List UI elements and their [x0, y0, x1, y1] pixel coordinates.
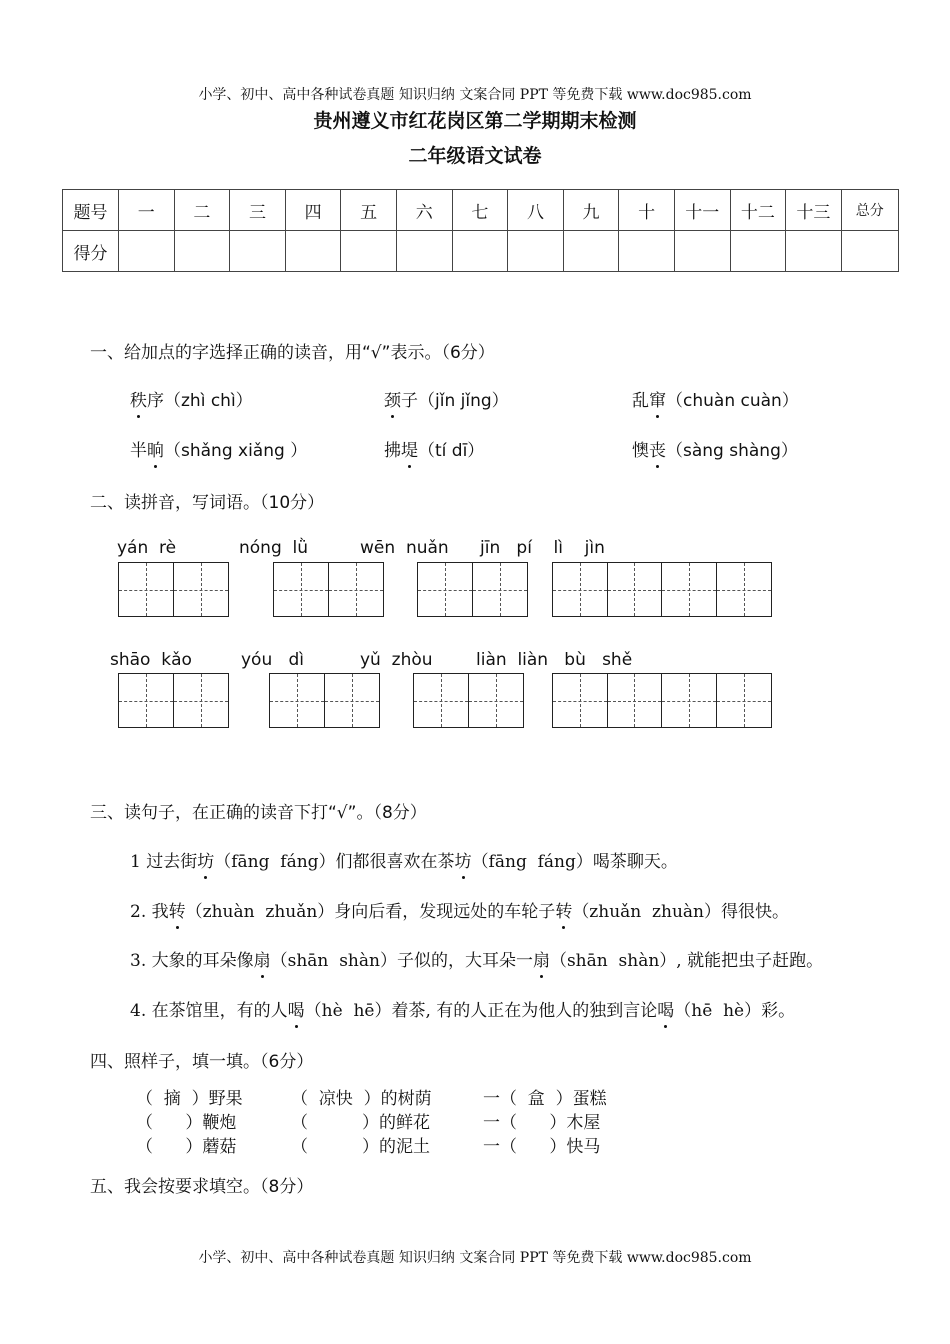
- writing-grid: [552, 562, 772, 617]
- score-header-cell: 十三: [786, 190, 842, 231]
- writing-grid: [273, 562, 384, 617]
- writing-grid: [269, 673, 380, 728]
- fill-blank-item: （ ）蘑菇: [136, 1137, 237, 1157]
- score-input-cell[interactable]: [119, 231, 175, 272]
- item-text: （tí dī）: [418, 441, 485, 461]
- fill-blank-item: （ ）鞭炮: [136, 1113, 237, 1133]
- sentence: [130, 847, 678, 872]
- sentence-text: （zhuàn zhuǎn）身向后看，发现远处的车轮子: [185, 902, 556, 922]
- fill-blank-item: 一（ ）快马: [483, 1137, 601, 1157]
- dotted-character: 坊: [197, 847, 214, 872]
- dotted-character: 扇: [533, 946, 550, 971]
- tian-zi-ge-cell[interactable]: [274, 563, 329, 616]
- tian-zi-ge-cell[interactable]: [473, 563, 528, 616]
- writing-grid: [552, 673, 772, 728]
- page-subtitle: 二年级语文试卷: [408, 145, 542, 167]
- item-text: 懊: [632, 441, 649, 461]
- score-input-cell[interactable]: [786, 231, 842, 272]
- pinyin-choice-item: [384, 386, 509, 411]
- fill-blank-item: 一（ 盒 ）蛋糕: [483, 1089, 607, 1109]
- writing-grid: [413, 673, 524, 728]
- tian-zi-ge-cell[interactable]: [469, 674, 524, 727]
- tian-zi-ge-cell[interactable]: [174, 563, 229, 616]
- sentence: [130, 996, 795, 1021]
- tian-zi-ge-cell[interactable]: [414, 674, 469, 727]
- score-input-cell[interactable]: [508, 231, 564, 272]
- score-input-cell[interactable]: [174, 231, 230, 272]
- score-header-cell: 十: [619, 190, 675, 231]
- item-text: 拂: [384, 441, 401, 461]
- score-header-cell: 九: [563, 190, 619, 231]
- score-header-cell: 三: [230, 190, 286, 231]
- tian-zi-ge-cell[interactable]: [717, 674, 772, 727]
- fill-blank-item: （ 摘 ）野果: [136, 1089, 243, 1109]
- sentence-text: 2. 我: [130, 902, 169, 922]
- score-header-cell: 题号: [63, 190, 119, 231]
- pinyin-prompt: wēn nuǎn: [360, 538, 449, 558]
- dotted-character: 喝: [288, 996, 305, 1021]
- tian-zi-ge-cell[interactable]: [119, 674, 174, 727]
- dotted-character: 秩: [130, 386, 147, 411]
- score-row-label: 得分: [63, 231, 119, 272]
- score-table-score-row: [63, 231, 899, 272]
- sentence-text: 1 过去街: [130, 852, 198, 872]
- sentence-text: 3. 大象的耳朵像: [130, 951, 254, 971]
- score-header-cell: 八: [508, 190, 564, 231]
- score-header-cell: 十一: [674, 190, 730, 231]
- tian-zi-ge-cell[interactable]: [418, 563, 473, 616]
- score-input-cell[interactable]: [396, 231, 452, 272]
- pinyin-choice-item: [130, 386, 253, 411]
- item-text: 子（jǐn jǐng）: [401, 391, 509, 411]
- item-text: （shǎng xiǎng ）: [164, 441, 308, 461]
- fill-blank-item: （ 凉快 ）的树荫: [291, 1089, 432, 1109]
- tian-zi-ge-cell[interactable]: [119, 563, 174, 616]
- section2-heading: 二、读拼音，写词语。（10分）: [90, 493, 325, 513]
- pinyin-choice-item: [130, 436, 307, 461]
- score-table-header-row: [63, 190, 899, 231]
- sentence-text: （fāng fáng）喝茶聊天。: [471, 852, 678, 872]
- score-header-cell: 总分: [841, 190, 898, 231]
- sentence: [130, 897, 789, 922]
- writing-grid: [118, 562, 229, 617]
- score-input-cell[interactable]: [285, 231, 341, 272]
- score-input-cell[interactable]: [341, 231, 397, 272]
- sentence-text: （hē hè）彩。: [674, 1001, 796, 1021]
- dotted-character: 转: [555, 897, 572, 922]
- fill-blank-item: （ ）的鲜花: [291, 1113, 431, 1133]
- score-input-cell[interactable]: [619, 231, 675, 272]
- pinyin-prompt: liàn liàn bù shě: [476, 650, 633, 670]
- pinyin-choice-item: [632, 386, 799, 411]
- score-input-cell[interactable]: [230, 231, 286, 272]
- pinyin-prompt: shāo kǎo: [110, 650, 192, 670]
- tian-zi-ge-cell[interactable]: [270, 674, 325, 727]
- writing-grid: [118, 673, 229, 728]
- dotted-character: 扇: [254, 946, 271, 971]
- item-text: 序（zhì chì）: [147, 391, 253, 411]
- tian-zi-ge-cell[interactable]: [608, 674, 663, 727]
- dotted-character: 晌: [147, 436, 164, 461]
- score-input-cell[interactable]: [452, 231, 508, 272]
- tian-zi-ge-cell[interactable]: [662, 674, 717, 727]
- score-header-cell: 五: [341, 190, 397, 231]
- header-note: 小学、初中、高中各种试卷真题 知识归纳 文案合同 PPT 等免费下载 www.doc985.com: [198, 87, 752, 103]
- pinyin-prompt: nóng lǜ: [239, 538, 309, 558]
- score-header-cell: 十二: [730, 190, 786, 231]
- pinyin-prompt: yóu dì: [241, 650, 304, 670]
- pinyin-choice-item: [384, 436, 484, 461]
- section5-heading: 五、我会按要求填空。（8分）: [90, 1177, 314, 1197]
- tian-zi-ge-cell[interactable]: [329, 563, 384, 616]
- sentence-text: （shān shàn）, 就能把虫子赶跑。: [549, 951, 824, 971]
- dotted-character: 颈: [384, 386, 401, 411]
- sentence-text: （shān shàn）子似的，大耳朵一: [270, 951, 533, 971]
- section1-heading: 一、给加点的字选择正确的读音，用“√”表示。（6分）: [90, 343, 495, 363]
- item-text: （sàng shàng）: [666, 441, 798, 461]
- tian-zi-ge-cell[interactable]: [662, 563, 717, 616]
- fill-blank-item: （ ）的泥土: [291, 1137, 431, 1157]
- score-header-cell: 六: [396, 190, 452, 231]
- section4-heading: 四、照样子，填一填。（6分）: [90, 1052, 314, 1072]
- score-header-cell: 四: [285, 190, 341, 231]
- dotted-character: 转: [169, 897, 186, 922]
- dotted-character: 坊: [455, 847, 472, 872]
- tian-zi-ge-cell[interactable]: [174, 674, 229, 727]
- footer-note: 小学、初中、高中各种试卷真题 知识归纳 文案合同 PPT 等免费下载 www.doc985.com: [198, 1250, 752, 1266]
- dotted-character: 窜: [649, 386, 666, 411]
- score-input-cell[interactable]: [841, 231, 898, 272]
- sentence-text: 4. 在茶馆里，有的人: [130, 1001, 288, 1021]
- item-text: 乱: [632, 391, 649, 411]
- section3-heading: 三、读句子，在正确的读音下打“√”。（8分）: [90, 803, 427, 823]
- pinyin-prompt: yǔ zhòu: [360, 650, 433, 670]
- sentence: [130, 946, 823, 971]
- score-header-cell: 七: [452, 190, 508, 231]
- writing-grid: [417, 562, 528, 617]
- tian-zi-ge-cell[interactable]: [325, 674, 380, 727]
- tian-zi-ge-cell[interactable]: [717, 563, 772, 616]
- pinyin-choice-item: [632, 436, 798, 461]
- item-text: 半: [130, 441, 147, 461]
- sentence-text: （hè hē）着茶, 有的人正在为他人的独到言论: [304, 1001, 658, 1021]
- dotted-character: 丧: [649, 436, 666, 461]
- score-input-cell[interactable]: [674, 231, 730, 272]
- score-input-cell[interactable]: [730, 231, 786, 272]
- score-table: [62, 189, 899, 272]
- tian-zi-ge-cell[interactable]: [553, 674, 608, 727]
- item-text: （chuàn cuàn）: [666, 391, 799, 411]
- score-header-cell: 二: [174, 190, 230, 231]
- sentence-text: （fāng fáng）们都很喜欢在茶: [214, 852, 455, 872]
- pinyin-prompt: yán rè: [117, 538, 177, 558]
- sentence-text: （zhuǎn zhuàn）得很快。: [572, 902, 789, 922]
- page-title: 贵州遵义市红花岗区第二学期期末检测: [313, 110, 637, 132]
- score-input-cell[interactable]: [563, 231, 619, 272]
- dotted-character: 堤: [401, 436, 418, 461]
- score-header-cell: 一: [119, 190, 175, 231]
- dotted-character: 喝: [657, 996, 674, 1021]
- tian-zi-ge-cell[interactable]: [553, 563, 608, 616]
- tian-zi-ge-cell[interactable]: [608, 563, 663, 616]
- fill-blank-item: 一（ ）木屋: [483, 1113, 601, 1133]
- pinyin-prompt: jīn pí lì jìn: [480, 538, 605, 558]
